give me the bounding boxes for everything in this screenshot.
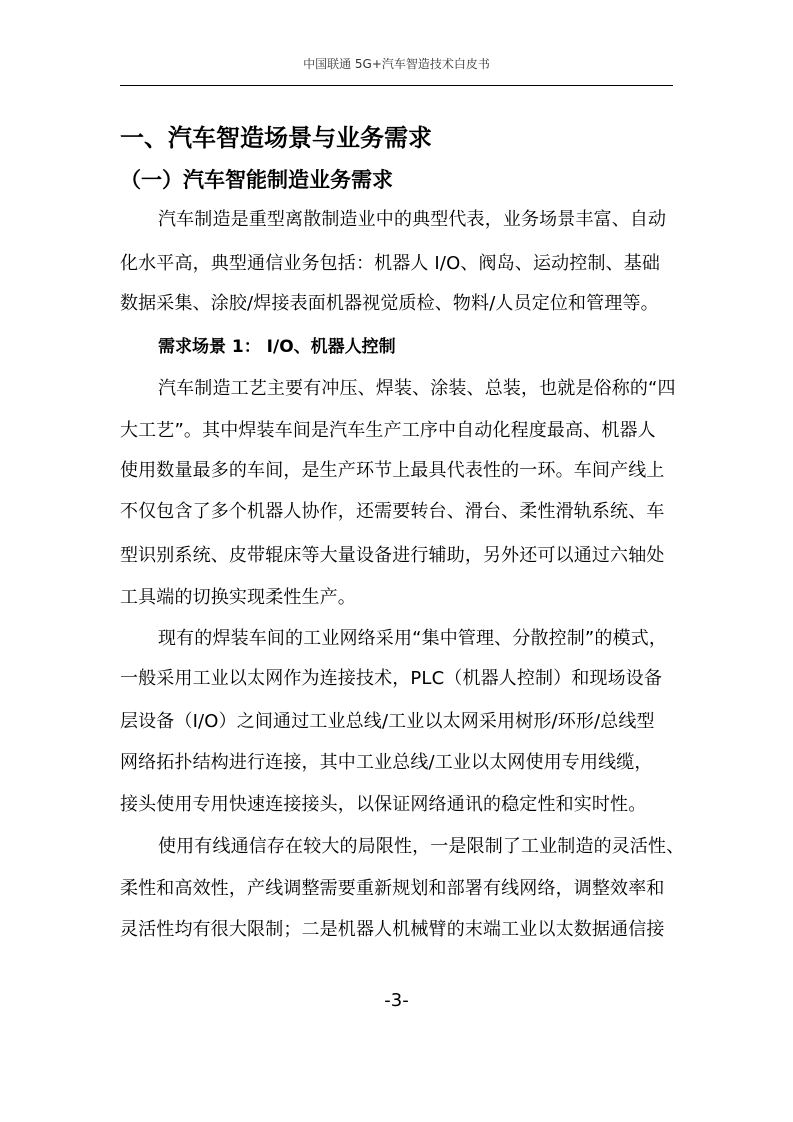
subsection-heading: （一）汽车智能制造业务需求 (120, 168, 393, 192)
paragraph-line: 层设备（I/O）之间通过工业总线/工业以太网采用树形/环形/总线型 (120, 711, 655, 732)
intro-line: 数据采集、涂胶/焊接表面机器视觉质检、物料/人员定位和管理等。 (120, 293, 659, 314)
paragraph-line: 一般采用工业以太网作为连接技术，PLC（机器人控制）和现场设备 (120, 668, 663, 689)
section-heading: 一、汽车智造场景与业务需求 (120, 124, 432, 152)
header-divider (120, 85, 673, 86)
scenario-heading: 需求场景 1： I/O、机器人控制 (158, 337, 396, 357)
paragraph-line: 使用有线通信存在较大的局限性，一是限制了工业制造的灵活性、 (158, 836, 685, 857)
page-number: -3- (384, 990, 409, 1011)
paragraph-line: 柔性和高效性，产线调整需要重新规划和部署有线网络，调整效率和 (120, 878, 665, 899)
paragraph-line: 汽车制造工艺主要有冲压、焊装、涂装、总装，也就是俗称的“四 (158, 378, 676, 399)
paragraph-line: 型识别系统、皮带辊床等大量设备进行辅助，另外还可以通过六轴处 (120, 545, 665, 566)
paragraph-line: 灵活性均有很大限制；二是机器人机械臂的末端工业以太数据通信接 (120, 919, 665, 940)
intro-line: 汽车制造是重型离散制造业中的典型代表，业务场景丰富、自动 (158, 209, 667, 230)
paragraph-line: 现有的焊装车间的工业网络采用“集中管理、分散控制”的模式， (158, 628, 667, 649)
paragraph-line: 不仅包含了多个机器人协作，还需要转台、滑台、柔性滑轨系统、车 (120, 501, 665, 522)
paragraph-line: 使用数量最多的车间，是生产环节上最具代表性的一环。车间产线上 (120, 460, 665, 481)
paragraph-line: 网络拓扑结构进行连接，其中工业总线/工业以太网使用专用线缆， (120, 752, 653, 773)
paragraph-line: 接头使用专用快速连接接头，以保证网络通讯的稳定性和实时性。 (120, 794, 647, 815)
running-header: 中国联通 5G+汽车智造技术白皮书 (303, 57, 490, 71)
paragraph-line: 大工艺”。其中焊装车间是汽车生产工序中自动化程度最高、机器人 (120, 420, 656, 441)
intro-line: 化水平高，典型通信业务包括：机器人 I/O、阀岛、运动控制、基础 (120, 253, 661, 274)
paragraph-line: 工具端的切换实现柔性生产。 (120, 587, 356, 608)
